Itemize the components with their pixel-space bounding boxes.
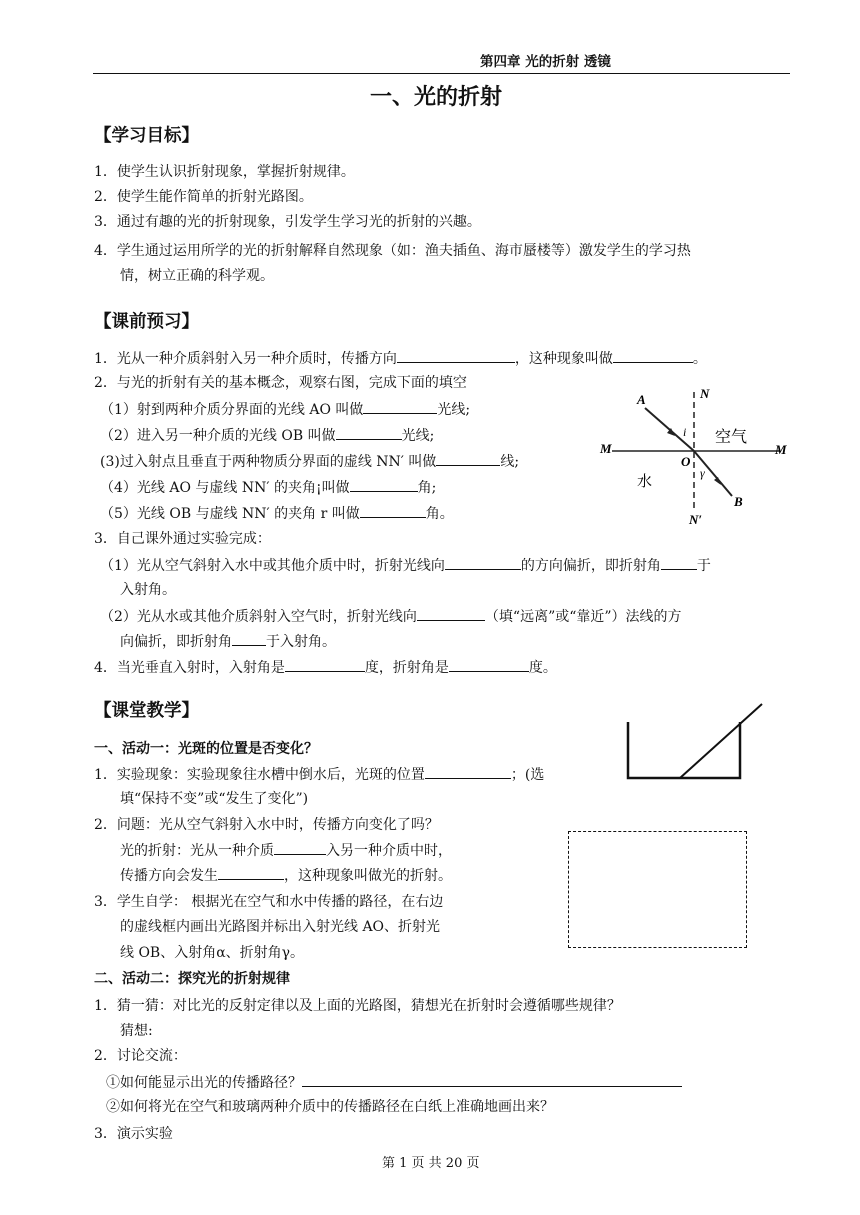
tank-outline [628,722,740,778]
q2-4-tail: 角; [417,480,437,496]
activity-1-item-2a [120,840,452,861]
blank[interactable] [661,555,697,570]
label-M-right: M [775,442,787,457]
activity-1-item-2: 2．问题：光从空气斜射入水中时，传播方向变化了吗？ [94,817,439,833]
a1-1-tail: ；(选 [510,767,545,783]
activity-1-item-3: 3．学生自学： 根据光在空气和水中传播的路径，在右边 [94,894,444,910]
activity-2-item-3: 3．演示实验 [94,1126,173,1142]
objective-item: 3．通过有趣的光的折射现象，引发学生学习光的折射的兴趣。 [94,214,481,230]
q2-2-text: （2）进入另一种介质的光线 OB 叫做 [100,428,336,444]
preview-q4 [94,657,557,678]
blank[interactable] [436,451,500,466]
q2-5-text: （5）光线 OB 与虚线 NN′ 的夹角 r 叫做 [100,506,360,522]
label-water: 水 [637,472,653,490]
activity-1-item-1-cont: 填“保持不变”或“发生了变化”) [120,791,309,807]
activity-1-heading: 一、活动一：光斑的位置是否变化？ [94,741,318,757]
a1-2b-text: 传播方向会发生 [120,868,218,884]
activity-2-item-2b: ②如何将光在空气和玻璃两种介质中的传播路径在白纸上准确地画出来？ [106,1099,554,1115]
preview-q3-1-cont: 入射角。 [120,582,176,598]
q2-4-text: （4）光线 AO 与虚线 NN′ 的夹角¡叫做 [100,480,350,496]
activity-2-item-1: 1．猜一猜：对比光的反射定律以及上面的光路图，猜想光在折射时会遵循哪些规律？ [94,998,621,1014]
preview-q2-2 [100,425,434,446]
q3-2-mid: （填“远离”或“靠近”）法线的方 [484,609,682,625]
objective-item: 1．使学生认识折射现象，掌握折射规律。 [94,164,355,180]
activity-1-item-3c: 线 OB、入射角α、折射角γ。 [120,945,305,961]
preview-q3-1 [100,555,711,576]
blank[interactable] [350,477,418,492]
blank[interactable] [445,555,521,570]
a1-1-text: 1．实验现象：实验现象往水槽中倒水后，光斑的位置 [94,767,425,783]
blank[interactable] [397,348,515,363]
activity-2-item-2: 2．讨论交流： [94,1048,187,1064]
activity-1-item-3b: 的虚线框内画出光路图并标出入射光线 AO、折射光 [120,919,441,935]
blank[interactable] [274,840,326,855]
label-B: B [734,494,743,509]
label-A: A [637,392,646,407]
label-gamma: γ [700,466,705,480]
preview-q2-3 [100,451,519,472]
activity-2-guess: 猜想: [120,1023,153,1039]
label-N: N [700,386,710,401]
q4-text-a: 4．当光垂直入射时，入射角是 [94,660,285,676]
a1-2b-tail: ，这种现象叫做光的折射。 [284,868,452,884]
q3-2-cont-tail: 于入射角。 [266,634,336,650]
blank[interactable] [449,657,529,672]
classroom-heading: 【课堂教学】 [94,701,199,721]
blank[interactable] [218,865,284,880]
q2-5-tail: 角。 [425,506,454,522]
blank[interactable] [360,503,426,518]
blank[interactable] [302,1072,682,1087]
chapter-header: 第四章 光的折射 透镜 [480,54,611,70]
refraction-diagram [597,378,797,528]
a2-2a-text: ①如何能显示出光的传播路径？ [106,1075,302,1091]
activity-2-item-2a [106,1072,682,1093]
header-rule [93,73,790,74]
activity-2-heading: 二、活动二：探究光的折射规律 [94,971,290,987]
blank[interactable] [232,631,266,646]
page-footer: 第 1 页 共 20 页 [382,1156,480,1171]
blank[interactable] [425,764,511,779]
q2-3-text: (3)过入射点且垂直于两种物质分界面的虚线 NN′ 叫做 [100,454,437,470]
label-N-prime: N′ [689,512,703,527]
preview-q2-5 [100,503,454,524]
label-M-left: M [600,441,612,456]
blank[interactable] [285,657,365,672]
objective-item: 情，树立正确的科学观。 [120,268,274,284]
q2-1-text: （1）射到两种介质分界面的光线 AO 叫做 [100,402,364,418]
preview-q1 [94,348,707,369]
light-beam [680,704,762,778]
objective-item: 4．学生通过运用所学的光的折射解释自然现象（如：渔夫插鱼、海市蜃楼等）激发学生的学习热 [94,243,691,259]
water-tank-diagram [620,700,770,785]
q4-text-c: 度。 [528,660,557,676]
preview-q3-2 [100,606,682,627]
a1-2a-text: 光的折射：光从一种介质 [120,843,274,859]
blank[interactable] [363,399,437,414]
q3-2-cont-text: 向偏折，即折射角 [120,634,232,650]
objectives-heading: 【学习目标】 [94,126,199,146]
a1-2a-tail: 入另一种介质中时， [326,843,452,859]
blank[interactable] [613,348,693,363]
q3-1-text: （1）光从空气斜射入水中或其他介质中时，折射光线向 [100,558,445,574]
q3-1-mid: 的方向偏折，即折射角 [520,558,661,574]
label-air: 空气 [715,427,748,446]
q1-text-a: 1．光从一种介质斜射入另一种介质时，传播方向 [94,351,397,367]
preview-q2: 2．与光的折射有关的基本概念，观察右图，完成下面的填空 [94,375,467,391]
incident-ray [645,408,694,451]
q3-2-text: （2）光从水或其他介质斜射入空气时，折射光线向 [100,609,417,625]
drawing-box[interactable] [568,831,747,948]
preview-q3: 3．自己课外通过实验完成： [94,531,271,547]
q1-text-b: ，这种现象叫做 [514,351,613,367]
blank[interactable] [417,606,485,621]
objective-item: 2．使学生能作简单的折射光路图。 [94,189,313,205]
preview-q2-4 [100,477,436,498]
activity-1-item-2b [120,865,452,886]
blank[interactable] [336,425,402,440]
preview-q3-2-cont [120,631,336,652]
activity-1-item-1 [94,764,544,785]
q2-2-tail: 光线; [401,428,435,444]
q2-3-tail: 线; [500,454,520,470]
q3-1-tail: 于 [696,558,711,574]
q2-1-tail: 光线; [437,402,471,418]
q4-text-b: 度，折射角是 [364,660,449,676]
preview-q2-1 [100,399,470,420]
q1-text-c: 。 [692,351,707,367]
label-i: i [683,425,687,439]
label-O: O [681,454,691,469]
preview-heading: 【课前预习】 [94,312,199,332]
page-title: 一、光的折射 [370,85,503,110]
